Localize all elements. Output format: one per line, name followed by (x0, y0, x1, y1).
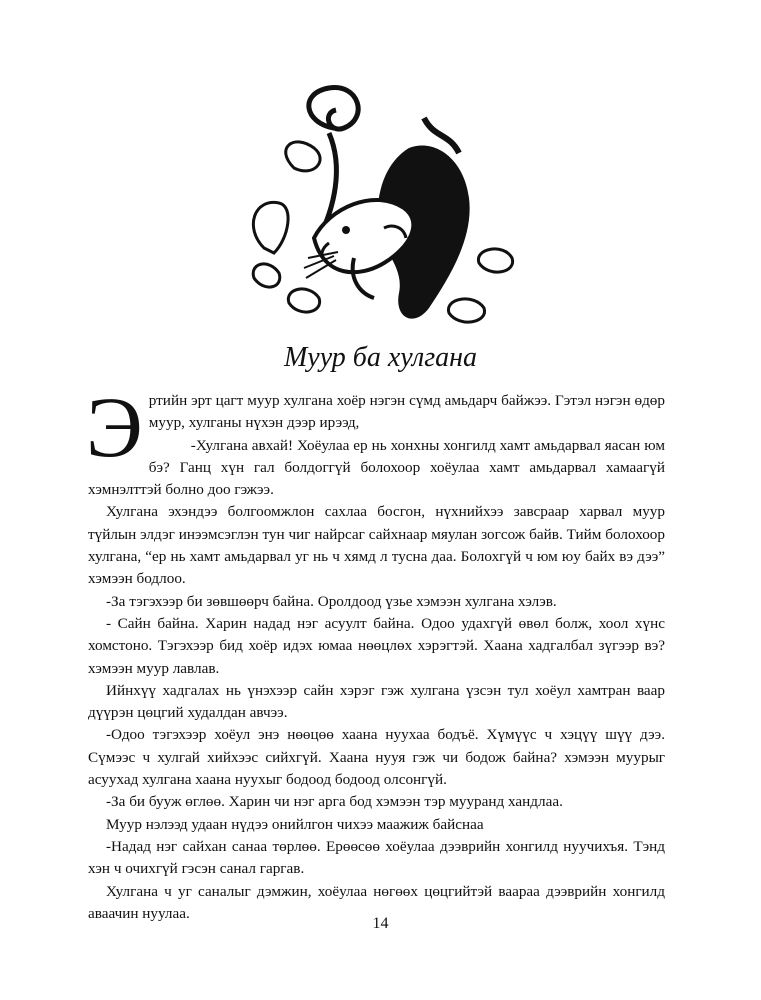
cat-and-mouse-illustration (234, 78, 524, 340)
paragraph: -За би бууж өглөө. Харин чи нэг арга бод хэмээн тэр мууранд хандлаа. (106, 793, 563, 811)
paragraph: Хулгана эхэндээ болгоомжлон сахлаа босгон, нүхнийхээ завсраар харвал муур түйлын элдэг инээмсэглэн тун чиг найрсаг сайхнаар мяулан зогсож байв. Тийм болохоор хулгана, “ер нь хамт амьдарвал уг нь ч хямд л тусна даа. Болохгүй ч юм юу байх вэ дээ” хэмээн бодлоо. (88, 503, 665, 588)
paragraph: Ийнхүү хадгалах нь үнэхээр сайн хэрэг гэж хулгана үзсэн тул хоёул хамтран ваар дүүрэн цөцгий худалдан авчээ. (88, 681, 665, 722)
paragraph: -Надад нэг сайхан санаа төрлөө. Ерөөсөө хоёулаа дээврийн хонгилд нуучихъя. Тэнд хэн ч очихгүй гэсэн санал гаргав. (88, 837, 665, 878)
story-body (86, 379, 665, 925)
drop-cap: Э (86, 379, 143, 475)
story-title: Муур ба хулгана (283, 342, 478, 373)
first-paragraph-text: ртийн эрт цагт муур хулгана хоёр нэгэн сүмд амьдарч байжээ. Гэтэл нэгэн өдөр муур, хулганы нүхэн дээр ирээд, (148, 392, 665, 432)
paragraph: Хулгана ч уг саналыг дэмжин, хоёулаа нөгөөх цөцгийтэй ваараа дээврийн хонгилд аваачин нуулаа. (88, 882, 665, 922)
page-number: 14 (372, 915, 389, 932)
cat-and-mouse-woodcut-icon (234, 78, 524, 340)
paragraph: Муур нэлээд удаан нүдээ онийлгон чихээ маажиж байснаа (106, 815, 484, 833)
paragraph: -Хулгана авхай! Хоёулаа ер нь хонхны хонгилд хамт амьдарвал яасан юм бэ? Ганц хүн гал болдоггүй болохоор хоёулаа хамт амьдарвал хамаагүй хэмнэлттэй болно доо гэжээ. (88, 436, 665, 499)
paragraph: -Одоо тэгэхээр хоёул энэ нөөцөө хаана нуухаа бодъё. Хүмүүс ч хэцүү шүү дээ. Сүмээс ч хулгай хийхээс сийхгүй. Хаана нууя гэж чи бодож байна? хэмээн муурыг асуухад хулгана хаана нуухыг бодоод бодоод олсонгүй. (88, 726, 665, 789)
paragraph: - Сайн байна. Харин надад нэг асуулт байна. Одоо удахгүй өвөл болж, хоол хүнс хомстоно. Тэгэхээр бид хоёр идэх юмаа нөөцлөх хэрэгтэй. Хаана хадгалбал зүгээр вэ? хэмээн муур лавлав. (88, 614, 665, 677)
paragraph: -За тэгэхээр би зөвшөөрч байна. Оролдоод үзье хэмээн хулгана хэлэв. (106, 592, 557, 610)
